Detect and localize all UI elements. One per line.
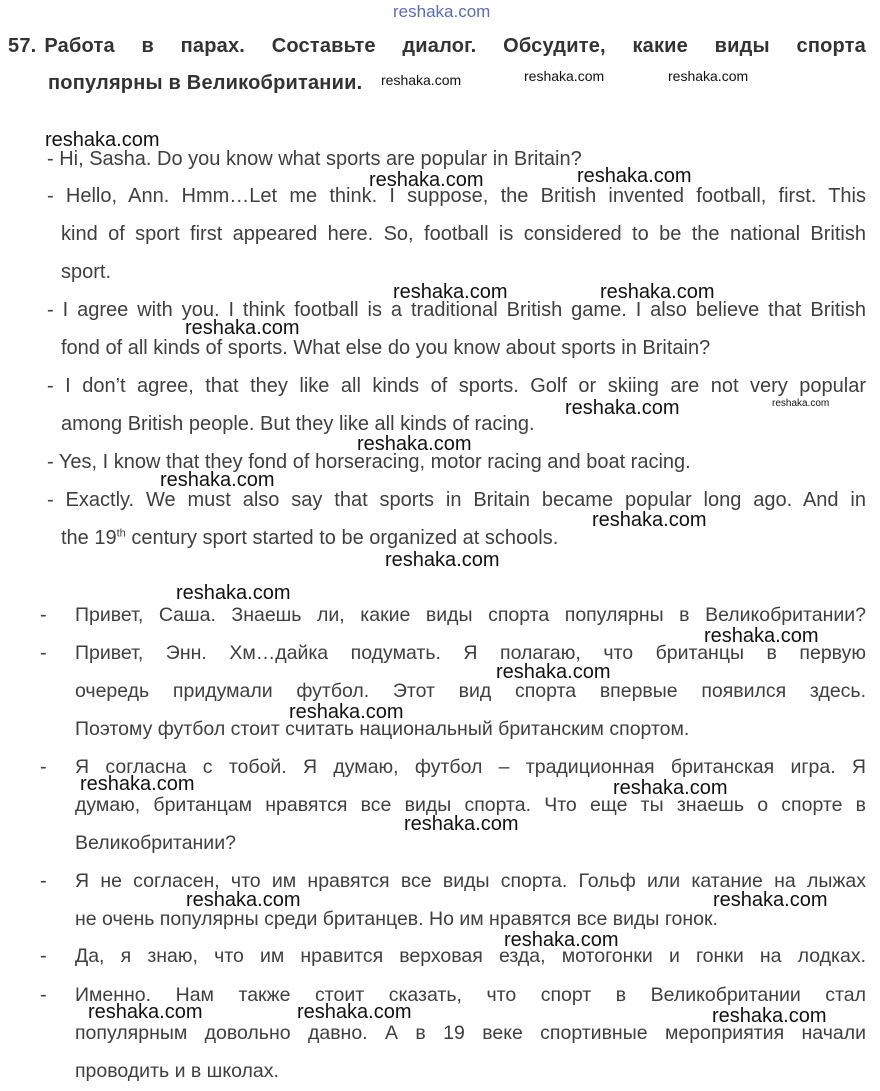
watermark: reshaka.com: [80, 773, 195, 795]
exercise-title-line1: Работа в парах. Составьте диалог. Обсудите, какие виды спорта: [44, 35, 866, 57]
watermark: reshaka.com: [385, 549, 500, 571]
ru-line-4: Поэтому футбол стоит считать национальный британским спортом.: [75, 718, 690, 740]
exercise-title-line2: популярны в Великобритании.: [48, 72, 363, 94]
en-line-10: - Exactly. We must also say that sports in Britain became popular long ago. And in: [47, 489, 866, 511]
exercise-number: 57.: [8, 35, 37, 57]
ru-line-12: популярным довольно давно. А в 19 веке спортивные мероприятия начали: [75, 1022, 866, 1044]
en-line-8: among British people. But they like all kinds of racing.: [61, 413, 535, 435]
ru-line-13: проводить и в школах.: [75, 1060, 279, 1082]
watermark: reshaka.com: [504, 929, 619, 951]
en-line-4: sport.: [61, 261, 112, 283]
en-line-11: [61, 527, 558, 550]
watermark: reshaka.com: [577, 165, 692, 187]
en-line-11-post: century sport started to be organized at schools.: [125, 527, 559, 549]
watermark: reshaka.com: [381, 72, 462, 88]
en-line-11-sup: th: [116, 527, 126, 540]
ru-dash-2: -: [40, 642, 47, 664]
watermark: reshaka.com: [713, 889, 828, 911]
watermark: reshaka.com: [160, 469, 275, 491]
en-line-7: - I don’t agree, that they like all kinds of sports. Golf or skiing are not very popular: [47, 375, 866, 397]
ru-dash-1: -: [40, 604, 47, 626]
watermark: reshaka.com: [600, 281, 715, 303]
watermark: reshaka.com: [357, 433, 472, 455]
watermark: reshaka.com: [712, 1005, 827, 1027]
ru-dash-6: -: [40, 984, 47, 1006]
watermark: reshaka.com: [772, 398, 830, 409]
en-line-9: - Yes, I know that they fond of horseracing, motor racing and boat racing.: [47, 451, 691, 473]
watermark: reshaka.com: [369, 169, 484, 191]
watermark: reshaka.com: [404, 813, 519, 835]
ru-line-9: не очень популярны среди британцев. Но им нравятся все виды гонок.: [75, 908, 718, 930]
watermark: reshaka.com: [704, 625, 819, 647]
ru-line-10: Да, я знаю, что им нравится верховая езда, мотогонки и гонки на лодках.: [75, 945, 866, 967]
en-line-3: kind of sport first appeared here. So, football is considered to be the national British: [61, 223, 866, 245]
ru-dash-3: -: [40, 756, 47, 778]
watermark: reshaka.com: [496, 661, 611, 683]
ru-line-5: Я согласна с тобой. Я думаю, футбол – традиционная британская игра. Я: [75, 756, 866, 778]
ru-line-2: Привет, Энн. Хм…дайка подумать. Я полагаю, что британцы в первую: [75, 642, 866, 664]
exercise-heading: [8, 35, 866, 58]
watermark: reshaka.com: [592, 509, 707, 531]
watermark: reshaka.com: [668, 68, 749, 84]
ru-line-6: думаю, британцам нравятся все виды спорта. Что еще ты знаешь о спорте в: [75, 794, 866, 816]
watermark: reshaka.com: [186, 889, 301, 911]
watermark: reshaka.com: [297, 1001, 412, 1023]
en-line-6: fond of all kinds of sports. What else do you know about sports in Britain?: [61, 337, 711, 359]
ru-dash-4: -: [40, 870, 47, 892]
watermark: reshaka.com: [45, 129, 160, 151]
ru-line-7: Великобритании?: [75, 832, 236, 854]
ru-line-3: очередь придумали футбол. Этот вид спорта впервые появился здесь.: [75, 680, 866, 702]
watermark: reshaka.com: [524, 68, 605, 84]
watermark: reshaka.com: [565, 397, 680, 419]
watermark-top: reshaka.com: [393, 2, 491, 21]
ru-line-11: Именно. Нам также стоит сказать, что спорт в Великобритании стал: [75, 984, 866, 1006]
watermark: reshaka.com: [176, 582, 291, 604]
en-line-2: - Hello, Ann. Hmm…Let me think. I suppose, the British invented football, first. This: [47, 185, 866, 207]
ru-line-1: Привет, Саша. Знаешь ли, какие виды спорта популярны в Великобритании?: [75, 604, 866, 626]
watermark: reshaka.com: [185, 317, 300, 339]
watermark: reshaka.com: [613, 777, 728, 799]
watermark: reshaka.com: [88, 1001, 203, 1023]
en-line-5: - I agree with you. I think football is a traditional British game. I also believe that British: [47, 299, 866, 321]
en-line-11-pre: the 19: [61, 527, 117, 549]
ru-line-8: Я не согласен, что им нравятся все виды спорта. Гольф или катание на лыжах: [75, 870, 866, 892]
watermark: reshaka.com: [289, 701, 404, 723]
watermark: reshaka.com: [393, 281, 508, 303]
en-line-1: - Hi, Sasha. Do you know what sports are popular in Britain?: [47, 148, 582, 170]
ru-dash-5: -: [40, 945, 47, 967]
